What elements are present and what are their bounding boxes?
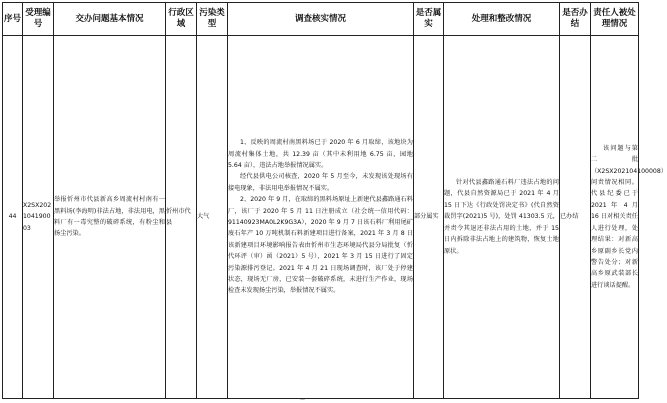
cell-investigation (228, 36, 414, 399)
cell-is-completed: 已办结 (560, 36, 591, 399)
complaint-table (2, 2, 667, 399)
cell-seq: 44 (3, 36, 23, 399)
cell-admin-region: 忻州市代县 (166, 36, 197, 399)
cell-accountability (591, 36, 667, 399)
accountability-text: 该问题与第二批（X2SX202104100008）问责情况相同。代县纪委已于 2021 年 4 月 16 日对相关责任人进行处理，处理结果：对新高乡原副乡长党内警告处分；对新高乡原武装部长进行谈话提醒。 (591, 144, 667, 289)
header-issue-info: 交办问题基本情况 (54, 3, 166, 36)
header-accountability: 责任人被处理情况 (591, 3, 639, 36)
handling-text: 针对代县鑫路通石料厂违法占地的问题，代县自然资源局已于 2021 年 4 月 15 日下达《行政处罚决定书》(代自然资裁罚字(2021)5 号)，处罚 41303.5 元，并责令其退还非法占用的土地，并于 15 日内拆除非法占地上的建筑物，恢复土地原状。 (444, 179, 559, 255)
table-row (3, 36, 639, 399)
cell-handling (444, 36, 560, 399)
cell-issue-info: 举报忻州市代县新高乡周流村村南有一黑料场(李海明)非法占地，非法用电，黑料厂有一毒究整的破碎系统，有粉尘和扬尘污染。 (54, 36, 166, 399)
header-admin-region: 行政区域 (166, 3, 197, 36)
header-is-completed: 是否办结 (560, 3, 591, 36)
header-is-true: 是否属实 (414, 3, 444, 36)
page-footer-mark: — (300, 397, 305, 403)
header-handling: 处理和整改情况 (444, 3, 560, 36)
header-pollution-type: 污染类型 (197, 3, 228, 36)
cell-is-true: 部分属实 (414, 36, 444, 399)
cell-pollution-type: 大气 (197, 36, 228, 399)
investigation-paragraph: 2、2020 年 9 月，在取缔的黑料场原址上新建代县鑫路通石料厂，该厂于 2020 年 5 月 11 日注册成立（社会统一信用代码：91140923MA0L2K9G3A），2020 年 9 月 7 日该石料厂利用尾矿废石年产 10 万吨机制石料新建项目进行备案，2021 年 3 月 8 日该新建项目环境影响报告表由忻州市生态环境局代县分局批复（忻代环评（审）函（2021）5 号），2021 年 3 月 15 日进行了固定污染源排污登记。2021 年 4 月 21 日现场调查时，该厂处于停建状态，现场无厂房，已安装一套破碎系统，未进行生产作业，现场检查未发现扬尘污染，举报情况不属实。 (228, 196, 413, 295)
table-header-row (3, 3, 639, 36)
investigation-paragraph: 1、反映的周流村南黑料场已于 2020 年 6 月取缔，该地块为周流村集体土地，共 12.39 亩（其中未利用地 6.75 亩，园地 5.64 亩），违法占地举报情况属实。 (228, 139, 413, 169)
cell-acceptance-no: X2SX202104190003 (23, 36, 54, 399)
header-acceptance-no: 受理编号 (23, 3, 54, 36)
investigation-paragraph: 经代县供电公司核查，2020 年 5 月至今，未发现该处现场有接电现象，非法用电举报情况不属实。 (228, 173, 413, 192)
header-investigation: 调查核实情况 (228, 3, 414, 36)
header-seq: 序号 (3, 3, 23, 36)
